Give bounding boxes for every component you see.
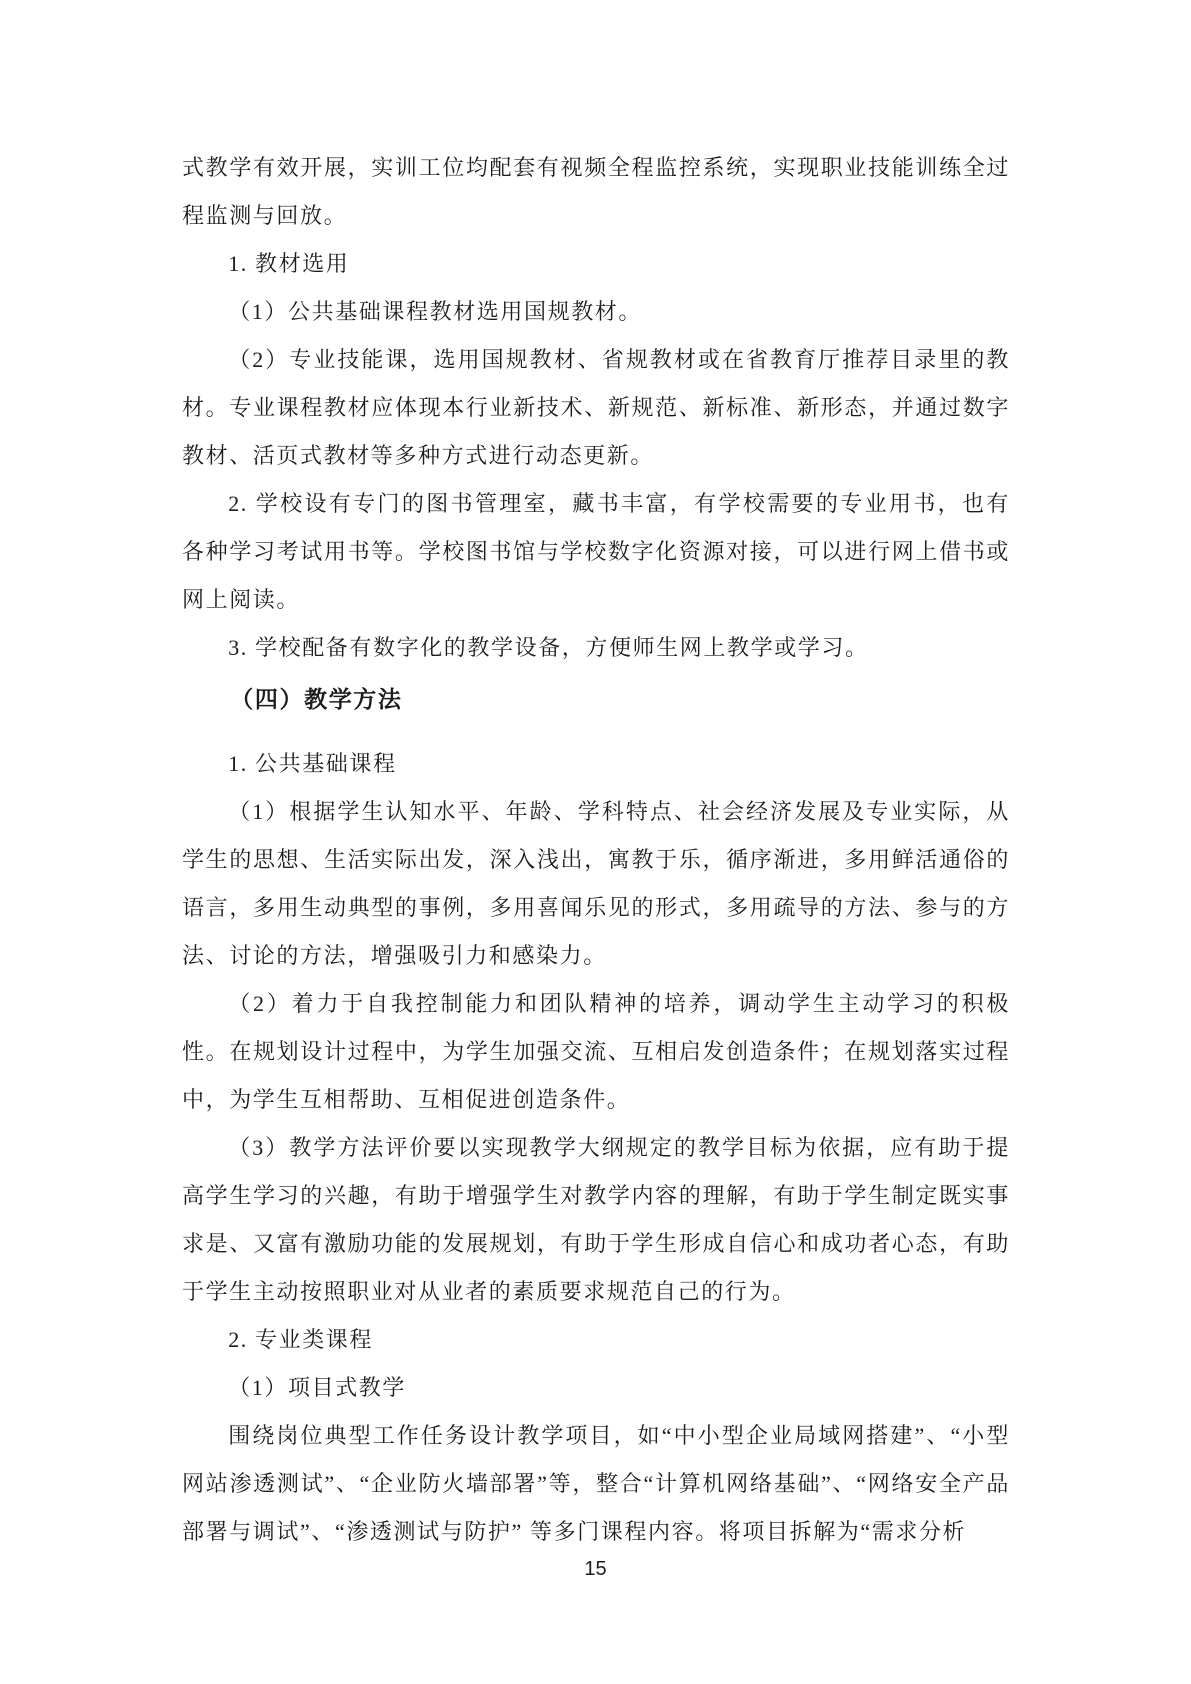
paragraph: （2）专业技能课，选用国规教材、省规教材或在省教育厅推荐目录里的教材。专业课程教材应体现本行业新技术、新规范、新标准、新形态，并通过数字教材、活页式教材等多种方式进行动态更新。: [182, 347, 1010, 468]
paragraph: （3）教学方法评价要以实现教学大纲规定的教学目标为依据，应有助于提高学生学习的兴趣，有助于增强学生对教学内容的理解，有助于学生制定既实事求是、又富有激励功能的发展规划，有助于学生形成自信心和成功者心态，有助于学生主动按照职业对从业者的素质要求规范自己的行为。: [182, 1135, 1010, 1304]
paragraph: 围绕岗位典型工作任务设计教学项目，如“中小型企业局域网搭建”、“小型网站渗透测试”、“企业防火墙部署”等，整合“计算机网络基础”、“网络安全产品部署与调试”、“渗透测试与防护” 等多门课程内容。将项目拆解为“需求分析: [182, 1423, 1010, 1544]
document-body: [182, 144, 1010, 1556]
paragraph: （1）项目式教学: [228, 1375, 406, 1400]
paragraph: （1）公共基础课程教材选用国规教材。: [228, 299, 642, 324]
paragraph: 1. 公共基础课程: [228, 751, 397, 776]
page-number: 15: [584, 1558, 607, 1580]
paragraph: 3. 学校配备有数字化的教学设备，方便师生网上教学或学习。: [228, 635, 869, 660]
paragraph: 1. 教材选用: [228, 251, 350, 276]
paragraph: 2. 学校设有专门的图书管理室，藏书丰富，有学校需要的专业用书，也有各种学习考试用书等。学校图书馆与学校数字化资源对接，可以进行网上借书或网上阅读。: [182, 491, 1010, 612]
paragraph: 式教学有效开展，实训工位均配套有视频全程监控系统，实现职业技能训练全过程监测与回放。: [182, 155, 1010, 228]
paragraph: （1）根据学生认知水平、年龄、学科特点、社会经济发展及专业实际，从学生的思想、生活实际出发，深入浅出，寓教于乐，循序渐进，多用鲜活通俗的语言，多用生动典型的事例，多用喜闻乐见的形式，多用疏导的方法、参与的方法、讨论的方法，增强吸引力和感染力。: [182, 799, 1010, 968]
paragraph: （2）着力于自我控制能力和团队精神的培养，调动学生主动学习的积极性。在规划设计过程中，为学生加强交流、互相启发创造条件；在规划落实过程中，为学生互相帮助、互相促进创造条件。: [182, 991, 1010, 1112]
section-heading: （四）教学方法: [230, 687, 403, 712]
paragraph: 2. 专业类课程: [228, 1327, 373, 1352]
